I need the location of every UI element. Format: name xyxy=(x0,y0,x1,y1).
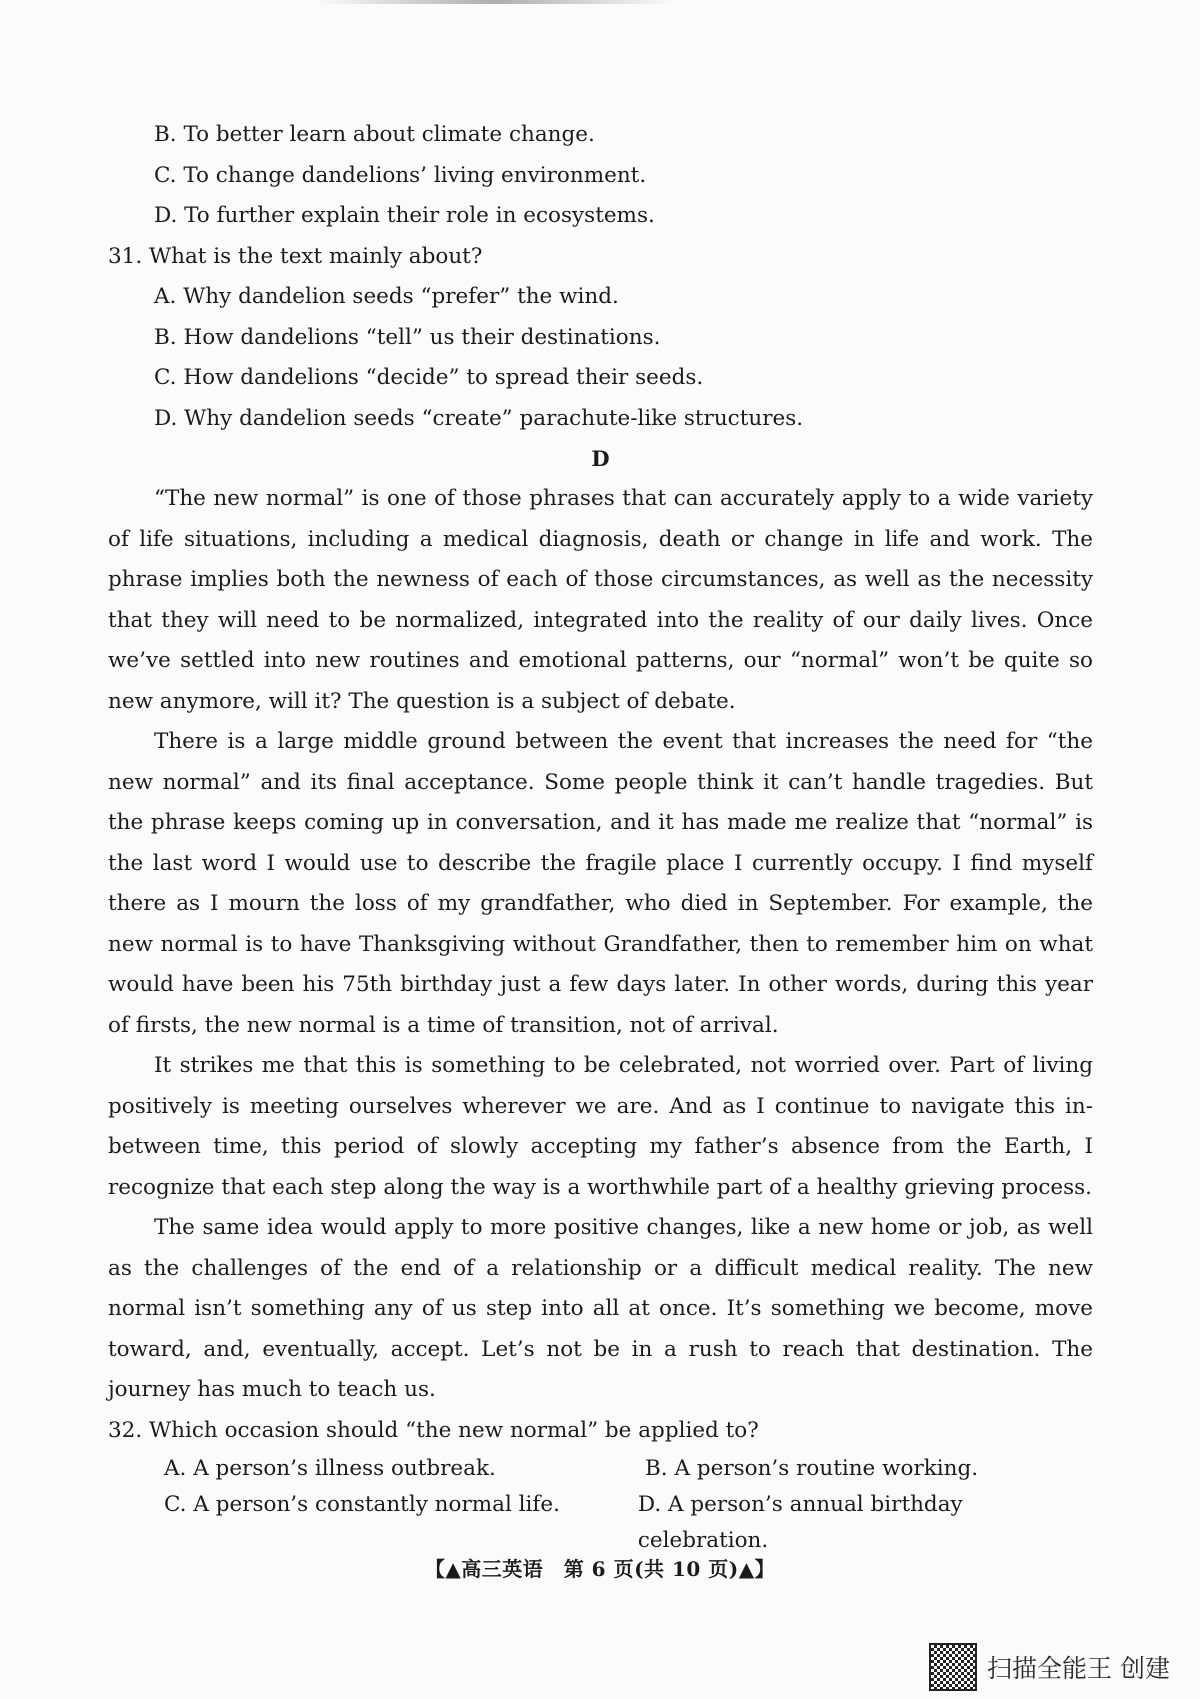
q30-option-d: D. To further explain their role in ecosystems. xyxy=(154,203,655,228)
passage-paragraph-2: There is a large middle ground between the event that increases the need for “the new normal” and its final acceptance. Some people think it can’t handle tragedies. But the phrase keeps coming up in conversation, and it has made me realize that “normal” is the last word I would use to describe the fragile place I currently occupy. I find myself there as I mourn the loss of my grandfather, who died in September. For example, the new normal is to have Thanksgiving without Grandfather, then to remember him on what would have been his 75th birthday just a few days later. In other words, during this year of firsts, the new normal is a time of transition, not of arrival. xyxy=(108,729,1093,1038)
q30-option-b: B. To better learn about climate change. xyxy=(154,122,595,147)
qr-code-icon xyxy=(929,1643,977,1691)
q32-option-c: C. A person’s constantly normal life. xyxy=(164,1492,560,1517)
exam-page-content xyxy=(108,115,1093,1559)
q32-option-d: D. A person’s annual birthday celebration. xyxy=(637,1492,963,1553)
passage-paragraph-1: “The new normal” is one of those phrases that can accurately apply to a wide variety of life situations, including a medical diagnosis, death or change in life and work. The phrase implies both the newness of each of those circumstances, as well as the necessity that they will need to be normalized, integrated into the reality of our daily lives. Once we’ve settled into new routines and emotional patterns, our “normal” won’t be quite so new anymore, will it? The question is a subject of debate. xyxy=(108,486,1093,714)
scan-edge-mark xyxy=(315,0,675,4)
passage-paragraph-4: The same idea would apply to more positive changes, like a new home or job, as well as the challenges of the end of a relationship or a difficult medical reality. The new normal isn’t something any of us step into all at once. It’s something we become, move toward, and, eventually, accept. Let’s not be in a rush to reach that destination. The journey has much to teach us. xyxy=(108,1215,1093,1402)
q32-stem: 32. Which occasion should “the new normal” be applied to? xyxy=(108,1417,759,1443)
q32-option-a: A. A person’s illness outbreak. xyxy=(164,1456,496,1481)
q32-option-b: B. A person’s routine working. xyxy=(645,1456,979,1481)
q31-stem: 31. What is the text mainly about? xyxy=(108,243,483,269)
q31-option-a: A. Why dandelion seeds “prefer” the wind. xyxy=(154,284,619,309)
q32-options-row-1 xyxy=(108,1451,1093,1487)
q31-option-d: D. Why dandelion seeds “create” parachute-like structures. xyxy=(154,405,804,431)
q31-option-c: C. How dandelions “decide” to spread their seeds. xyxy=(154,365,704,390)
q31-option-b: B. How dandelions “tell” us their destinations. xyxy=(154,324,661,350)
scanner-watermark xyxy=(929,1643,1170,1691)
page-footer: 【▲高三英语 第 6 页(共 10 页)▲】 xyxy=(424,1557,776,1581)
q32-options-row-2 xyxy=(108,1487,1093,1559)
section-title: D xyxy=(591,446,610,471)
q30-option-c: C. To change dandelions’ living environment. xyxy=(154,162,647,188)
watermark-text: 扫描全能王 创建 xyxy=(987,1654,1170,1683)
passage-paragraph-3: It strikes me that this is something to be celebrated, not worried over. Part of living positively is meeting ourselves wherever we are. And as I continue to navigate this in-between time, this period of slowly accepting my father’s absence from the Earth, I recognize that each step along the way is a worthwhile part of a healthy grieving process. xyxy=(108,1053,1093,1200)
